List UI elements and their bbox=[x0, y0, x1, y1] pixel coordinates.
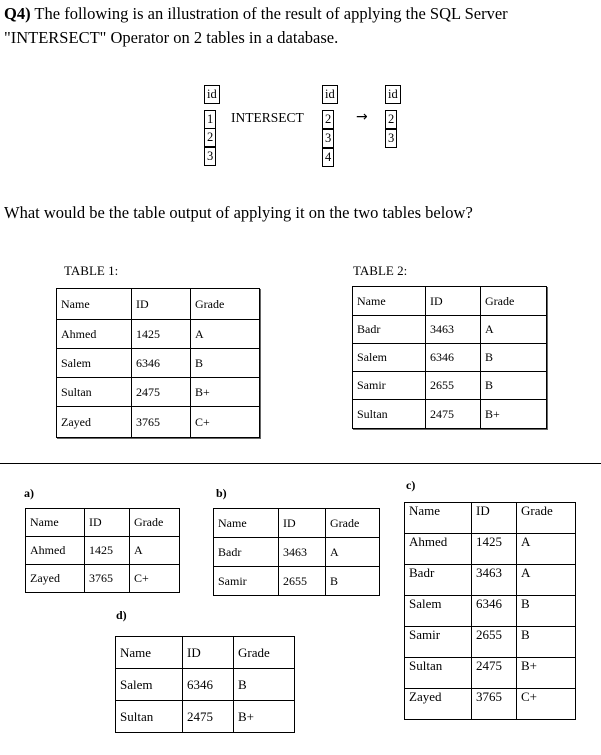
option-b-table[interactable] bbox=[213, 508, 380, 596]
table1-cell: 2475 bbox=[132, 378, 191, 407]
illus-operator: INTERSECT bbox=[231, 110, 304, 125]
table-row bbox=[214, 567, 380, 596]
table1-cell: C+ bbox=[191, 407, 260, 438]
table1-cell: 6346 bbox=[132, 349, 191, 378]
table-row bbox=[116, 669, 295, 701]
option-b-header: Grade bbox=[326, 509, 380, 538]
option-c-cell: A bbox=[517, 565, 576, 596]
question-number: Q4) bbox=[4, 4, 31, 23]
option-a-cell: Ahmed bbox=[26, 537, 85, 565]
option-c-cell: Salem bbox=[405, 596, 472, 627]
option-d-cell: B+ bbox=[234, 701, 295, 733]
table2-cell: B+ bbox=[481, 400, 547, 429]
option-c-cell: 2475 bbox=[472, 658, 517, 689]
table-row bbox=[405, 596, 576, 627]
illus-right-cell: 4 bbox=[322, 148, 334, 167]
option-c-label: c) bbox=[406, 478, 416, 492]
option-b-cell: A bbox=[326, 538, 380, 567]
table2-cell: B bbox=[481, 372, 547, 400]
option-c-cell: 6346 bbox=[472, 596, 517, 627]
table1-cell: 1425 bbox=[132, 320, 191, 349]
table1-header: ID bbox=[132, 289, 191, 320]
option-a-cell: C+ bbox=[130, 565, 180, 593]
option-c-cell: A bbox=[517, 534, 576, 565]
table2-cell: 6346 bbox=[426, 344, 481, 372]
table-row bbox=[57, 349, 260, 378]
illus-right-cell: 3 bbox=[322, 129, 334, 148]
option-a-cell: A bbox=[130, 537, 180, 565]
illus-result-cell: 3 bbox=[385, 129, 397, 148]
question-text bbox=[4, 2, 599, 50]
illus-left-cell: 3 bbox=[204, 147, 216, 166]
table2-cell: Salem bbox=[353, 344, 426, 372]
option-c-table[interactable] bbox=[404, 502, 576, 720]
table1-cell: Ahmed bbox=[57, 320, 132, 349]
table2-cell: Sultan bbox=[353, 400, 426, 429]
option-d-header: ID bbox=[183, 637, 234, 669]
table-row bbox=[353, 400, 547, 429]
illus-result-cell: 2 bbox=[385, 110, 397, 129]
option-c-cell: 3765 bbox=[472, 689, 517, 720]
option-c-cell: Sultan bbox=[405, 658, 472, 689]
option-c-header: Name bbox=[405, 503, 472, 534]
table2-cell: Samir bbox=[353, 372, 426, 400]
option-c-header: ID bbox=[472, 503, 517, 534]
table1-cell: B bbox=[191, 349, 260, 378]
option-b-header: Name bbox=[214, 509, 279, 538]
table-row bbox=[405, 689, 576, 720]
option-b-cell: Badr bbox=[214, 538, 279, 567]
option-b-label: b) bbox=[216, 486, 227, 500]
option-c-cell: Ahmed bbox=[405, 534, 472, 565]
option-d-cell: Sultan bbox=[116, 701, 183, 733]
illus-left-header: id bbox=[204, 85, 220, 104]
option-d-cell: 6346 bbox=[183, 669, 234, 701]
illus-left-cell: 2 bbox=[204, 128, 216, 147]
table-row bbox=[57, 378, 260, 407]
question-body: The following is an illustration of the result of applying the SQL Server "INTERSECT" Operator on 2 tables in a database. bbox=[4, 4, 508, 47]
option-b-header: ID bbox=[279, 509, 326, 538]
option-b-cell: B bbox=[326, 567, 380, 596]
option-a-header: Grade bbox=[130, 509, 180, 537]
arrow-icon: → bbox=[356, 109, 368, 125]
option-c-cell: Badr bbox=[405, 565, 472, 596]
table2-header: ID bbox=[426, 287, 481, 316]
table-row bbox=[353, 316, 547, 344]
option-c-cell: B bbox=[517, 596, 576, 627]
option-c-cell: Zayed bbox=[405, 689, 472, 720]
option-a-header: Name bbox=[26, 509, 85, 537]
section-divider bbox=[0, 463, 601, 464]
table2-cell: B bbox=[481, 344, 547, 372]
table2-cell: Badr bbox=[353, 316, 426, 344]
option-a-label: a) bbox=[24, 486, 34, 500]
option-d-table[interactable] bbox=[115, 636, 295, 733]
option-b-cell: 3463 bbox=[279, 538, 326, 567]
table2-header: Grade bbox=[481, 287, 547, 316]
option-b-cell: Samir bbox=[214, 567, 279, 596]
option-a-cell: 3765 bbox=[85, 565, 130, 593]
table2-header: Name bbox=[353, 287, 426, 316]
table1-header: Name bbox=[57, 289, 132, 320]
table-row bbox=[214, 538, 380, 567]
option-c-cell: C+ bbox=[517, 689, 576, 720]
table-row bbox=[405, 658, 576, 689]
table1-cell: Salem bbox=[57, 349, 132, 378]
table-row bbox=[57, 320, 260, 349]
option-b-cell: 2655 bbox=[279, 567, 326, 596]
illus-result-header: id bbox=[385, 85, 401, 104]
table-row bbox=[405, 627, 576, 658]
table-row bbox=[405, 565, 576, 596]
prompt-text: What would be the table output of applying it on the two tables below? bbox=[4, 203, 473, 222]
table-row bbox=[26, 565, 180, 593]
option-d-label: d) bbox=[116, 608, 127, 622]
option-a-cell: 1425 bbox=[85, 537, 130, 565]
table2-cell: 2655 bbox=[426, 372, 481, 400]
table1-header: Grade bbox=[191, 289, 260, 320]
option-c-cell: B+ bbox=[517, 658, 576, 689]
table1-title: TABLE 1: bbox=[64, 263, 119, 278]
table-row bbox=[353, 372, 547, 400]
option-d-cell: 2475 bbox=[183, 701, 234, 733]
table1-cell: Sultan bbox=[57, 378, 132, 407]
table-row bbox=[26, 537, 180, 565]
table-row bbox=[353, 344, 547, 372]
table1 bbox=[56, 288, 260, 438]
table-row bbox=[116, 701, 295, 733]
table-row bbox=[405, 534, 576, 565]
option-c-header: Grade bbox=[517, 503, 576, 534]
option-c-cell: 1425 bbox=[472, 534, 517, 565]
option-d-header: Grade bbox=[234, 637, 295, 669]
illus-right-cell: 2 bbox=[322, 110, 334, 129]
option-d-cell: Salem bbox=[116, 669, 183, 701]
option-c-cell: B bbox=[517, 627, 576, 658]
option-a-header: ID bbox=[85, 509, 130, 537]
option-d-header: Name bbox=[116, 637, 183, 669]
table1-cell: Zayed bbox=[57, 407, 132, 438]
table1-cell: A bbox=[191, 320, 260, 349]
option-c-cell: Samir bbox=[405, 627, 472, 658]
table-row bbox=[57, 407, 260, 438]
table1-cell: 3765 bbox=[132, 407, 191, 438]
table2-title: TABLE 2: bbox=[353, 263, 408, 278]
option-a-table[interactable] bbox=[25, 508, 180, 593]
illus-right-header: id bbox=[322, 85, 338, 104]
option-c-cell: 2655 bbox=[472, 627, 517, 658]
table2-cell: 3463 bbox=[426, 316, 481, 344]
illus-left-cell: 1 bbox=[204, 110, 216, 129]
table2 bbox=[352, 286, 547, 429]
table2-cell: 2475 bbox=[426, 400, 481, 429]
table2-cell: A bbox=[481, 316, 547, 344]
option-d-cell: B bbox=[234, 669, 295, 701]
option-a-cell: Zayed bbox=[26, 565, 85, 593]
option-c-cell: 3463 bbox=[472, 565, 517, 596]
table1-cell: B+ bbox=[191, 378, 260, 407]
